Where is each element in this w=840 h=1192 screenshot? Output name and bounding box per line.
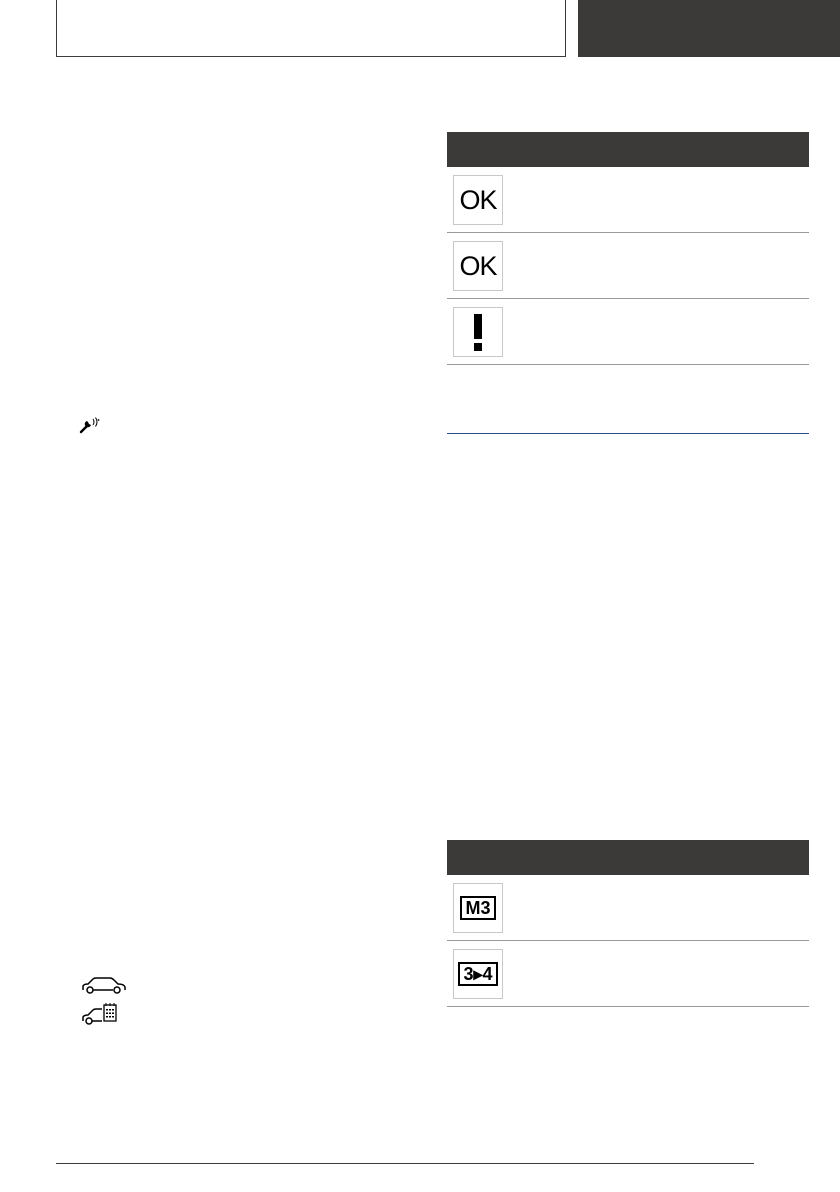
ok-glyph: OK (459, 250, 497, 281)
car-outline-icon (80, 976, 128, 996)
table-row (447, 875, 809, 941)
table-row (447, 167, 809, 233)
manual-gear-m3-icon (453, 883, 503, 933)
car-service-calendar-icon (80, 1002, 120, 1026)
table-header (447, 840, 809, 875)
exclamation-symbol-icon (453, 307, 503, 357)
row-description (513, 241, 803, 291)
exclamation-mark-icon (471, 312, 485, 352)
section-divider (447, 433, 809, 434)
ok-symbol-icon (453, 175, 503, 225)
ok-glyph: OK (459, 184, 497, 215)
table-header (447, 132, 809, 167)
table-row (447, 941, 809, 1007)
row-description (513, 175, 803, 225)
shift-3-to-4-icon (453, 949, 503, 999)
status-symbols-table (447, 132, 809, 365)
wrench-service-call-icon (78, 415, 102, 435)
table-row (447, 233, 809, 299)
gear-symbols-table (447, 840, 809, 1007)
row-description (513, 883, 803, 933)
row-description (513, 307, 803, 357)
row-description (513, 949, 803, 999)
footer-rule (56, 1163, 754, 1164)
shift-glyph: 3▸4 (458, 962, 497, 986)
gear-glyph: M3 (460, 896, 495, 920)
table-row (447, 299, 809, 365)
ok-symbol-icon (453, 241, 503, 291)
header-section-tab (578, 0, 840, 57)
header-title-box (56, 0, 566, 57)
